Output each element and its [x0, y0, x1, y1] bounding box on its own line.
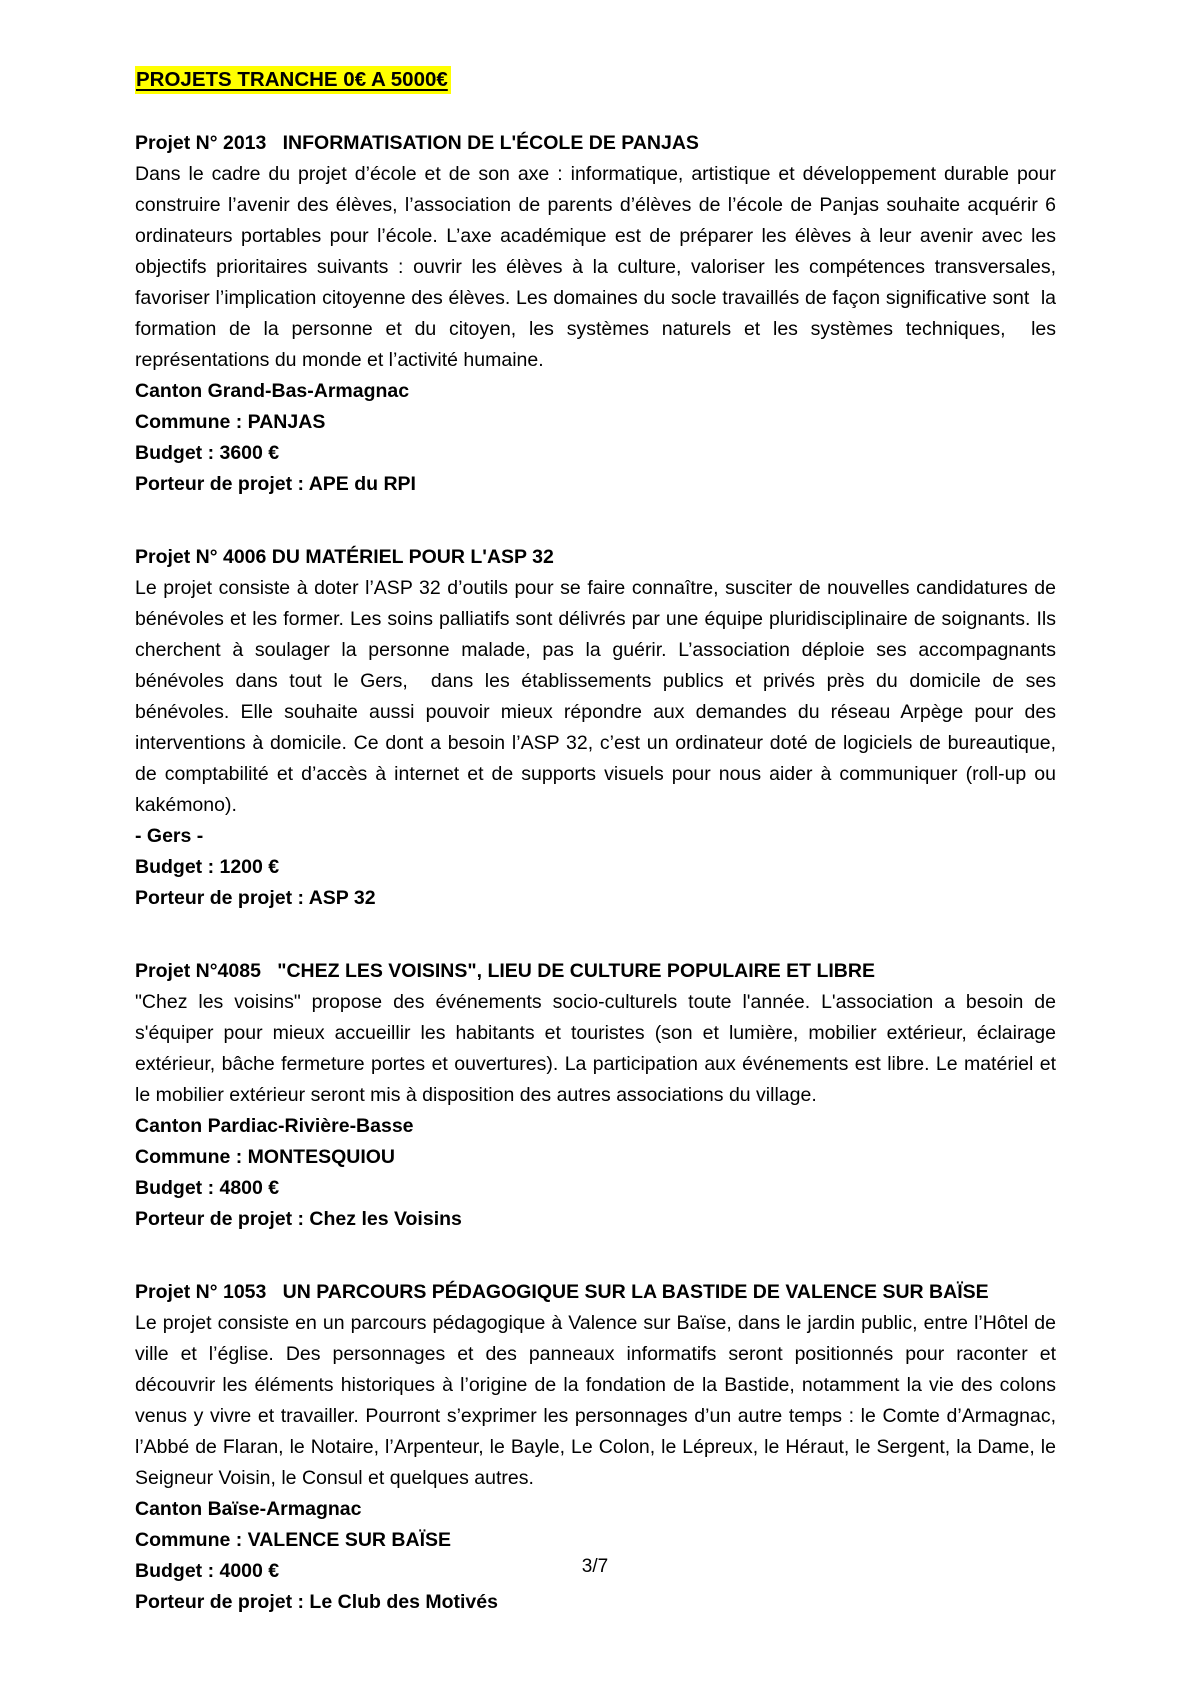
project-porteur: Porteur de projet : APE du RPI — [135, 473, 416, 495]
project-description: Dans le cadre du projet d’école et de son axe : informatique, artistique et développement durable pour construire l’avenir des élèves, l’association de parents d’élèves de l’école de Panjas souhaite acquérir 6 ordinateurs portables pour l’école. L’axe académique est de préparer les élèves à leur avenir avec les objectifs prioritaires suivants : ouvrir les élèves à la culture, valoriser les compétences transversales, favoriser l’implication citoyenne des élèves. Les domaines du socle travaillés de façon significative sont la formation de la personne et du citoyen, les systèmes naturels et les systèmes techniques, les représentations du monde et l’activité humaine. — [135, 163, 1062, 371]
project-title: Projet N° 2013 INFORMATISATION DE L'ÉCOLE DE PANJAS — [135, 132, 699, 154]
project-description: Le projet consiste à doter l’ASP 32 d’outils pour se faire connaître, susciter de nouvelles candidatures de bénévoles et les former. Les soins palliatifs sont délivrés par une équipe pluridisciplinaire de soignants. Ils cherchent à soulager la personne malade, pas la guérir. L’association déploie ses accompagnants bénévoles dans tout le Gers, dans les établissements publics et privés près du domicile de ses bénévoles. Elle souhaite aussi pouvoir mieux répondre aux demandes du réseau Arpège pour des interventions à domicile. Ce dont a besoin l’ASP 32, c’est un ordinateur doté de logiciels de bureautique, de comptabilité et d’accès à internet et de supports visuels pour nous aider à communiquer (roll-up ou kakémono). — [135, 577, 1062, 816]
project-canton: Canton Pardiac-Rivière-Basse — [135, 1115, 414, 1137]
project-canton: Canton Baïse-Armagnac — [135, 1498, 362, 1520]
project-budget: Budget : 3600 € — [135, 442, 280, 464]
project-title: Projet N°4085 "CHEZ LES VOISINS", LIEU DE CULTURE POPULAIRE ET LIBRE — [135, 960, 875, 982]
project-commune: Commune : VALENCE SUR BAÏSE — [135, 1529, 451, 1551]
project-canton: Canton Grand-Bas-Armagnac — [135, 380, 410, 402]
section-heading — [135, 64, 1056, 95]
project-section-4006 — [135, 542, 1062, 914]
project-description: Le projet consiste en un parcours pédagogique à Valence sur Baïse, dans le jardin public, entre l’Hôtel de ville et l’église. Des personnages et des panneaux informatifs seront positionnés pour raconter et découvrir les éléments historiques à l’origine de la fondation de la Bastide, notamment la vie des colons venus y vivre et travailler. Pourront s’exprimer les personnages d’un autre temps : le Comte d’Armagnac, l’Abbé de Flaran, le Notaire, l’Arpenteur, le Bayle, Le Colon, le Lépreux, le Héraut, le Sergent, la Dame, le Seigneur Voisin, le Consul et quelques autres. — [135, 1312, 1062, 1489]
project-porteur: Porteur de projet : Chez les Voisins — [135, 1208, 462, 1230]
page-content — [135, 64, 1062, 1660]
project-description: "Chez les voisins" propose des événements socio-culturels toute l'année. L'association a besoin de s'équiper pour mieux accueillir les habitants et touristes (son et lumière, mobilier extérieur, éclairage extérieur, bâche fermeture portes et ouvertures). La participation aux événements est libre. Le matériel et le mobilier extérieur seront mis à disposition des autres associations du village. — [135, 991, 1062, 1106]
project-budget: Budget : 4000 € — [135, 1560, 280, 1582]
project-section-2013 — [135, 128, 1062, 500]
project-commune: Commune : MONTESQUIOU — [135, 1146, 396, 1168]
project-budget: Budget : 1200 € — [135, 856, 280, 878]
project-title: Projet N° 1053 UN PARCOURS PÉDAGOGIQUE SUR LA BASTIDE DE VALENCE SUR BAÏSE — [135, 1281, 989, 1303]
project-commune: Commune : PANJAS — [135, 411, 326, 433]
section-heading-highlight: PROJETS TRANCHE 0€ A 5000€ — [135, 66, 451, 94]
project-porteur: Porteur de projet : Le Club des Motivés — [135, 1591, 498, 1613]
project-porteur: Porteur de projet : ASP 32 — [135, 887, 376, 909]
project-section-4085 — [135, 956, 1062, 1235]
project-territory: - Gers - — [135, 825, 204, 847]
project-budget: Budget : 4800 € — [135, 1177, 280, 1199]
project-title: Projet N° 4006 DU MATÉRIEL POUR L'ASP 32 — [135, 546, 554, 568]
page-number: 3/7 — [581, 1556, 609, 1577]
